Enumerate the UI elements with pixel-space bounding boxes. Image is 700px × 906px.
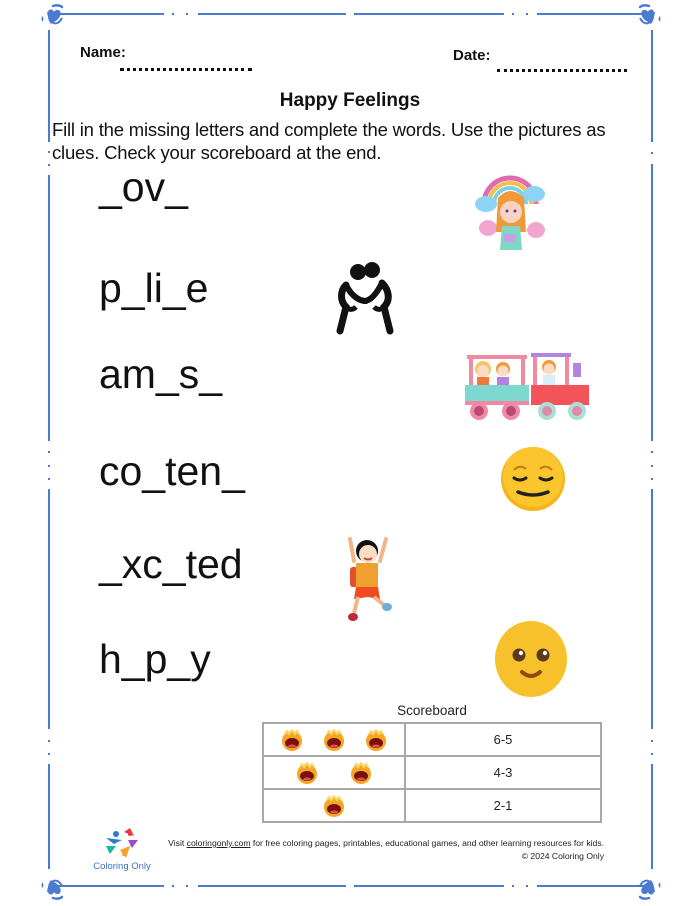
border-top-left-segment: [54, 13, 164, 15]
border-left-mid-segment: [48, 175, 50, 441]
border-dot: [48, 740, 50, 742]
coloringonly-link[interactable]: coloringonly.com: [186, 838, 251, 848]
border-dot: [172, 885, 174, 887]
date-label: Date:: [453, 47, 491, 64]
border-dot: [651, 451, 653, 453]
border-dot: [526, 13, 528, 15]
border-dot: [48, 451, 50, 453]
border-bottom-mid-segment: [198, 885, 346, 887]
border-dot: [172, 13, 174, 15]
laughing-face-emoji: [365, 729, 387, 751]
footer-visit-line: Visit coloringonly.com for free coloring pages, printables, educational games, and other learning resources for kids.: [168, 838, 604, 848]
word-item-excited: _xc_ted: [99, 541, 243, 587]
word-item-polite: p_li_e: [99, 265, 209, 311]
border-dot: [651, 740, 653, 742]
scoreboard-icons-cell: [263, 756, 405, 789]
scoreboard-icons-cell: [263, 789, 405, 822]
scoreboard-table: [262, 722, 602, 823]
name-field[interactable]: [120, 67, 252, 71]
scoreboard-caption: Scoreboard: [397, 703, 467, 718]
border-dot: [186, 13, 188, 15]
corner-flourish-icon: [36, 2, 70, 36]
border-left-top-segment: [48, 30, 50, 142]
border-top-mid-segment: [354, 13, 504, 15]
border-dot: [651, 478, 653, 480]
corner-flourish-icon: [632, 868, 666, 902]
border-dot: [651, 753, 653, 755]
border-dot: [48, 465, 50, 467]
border-dot: [512, 13, 514, 15]
border-top-mid-segment: [198, 13, 346, 15]
scoreboard-icons-cell: [263, 723, 405, 756]
scoreboard-row: [263, 789, 601, 822]
border-left-bottom-segment: [48, 764, 50, 869]
border-dot: [48, 753, 50, 755]
scoreboard-range: 6-5: [405, 723, 601, 756]
border-dot: [512, 885, 514, 887]
date-field[interactable]: [497, 68, 627, 72]
word-item-happy: h_p_y: [99, 636, 211, 682]
border-right-mid-segment: [651, 164, 653, 441]
copyright: © 2024 Coloring Only: [521, 851, 604, 861]
jumping-boy-picture: [340, 531, 396, 623]
footer-text: [168, 837, 604, 863]
instructions: Fill in the missing letters and complete the words. Use the pictures as clues. Check your scoreboard at the end.: [52, 119, 606, 163]
laughing-face-emoji: [323, 729, 345, 751]
border-bottom-mid-segment: [354, 885, 504, 887]
border-left-mid-segment: [48, 489, 50, 729]
border-dot: [186, 885, 188, 887]
border-right-mid-segment: [651, 489, 653, 729]
scoreboard-row: [263, 723, 601, 756]
laughing-face-emoji: [323, 795, 345, 817]
laughing-face-emoji: [350, 762, 372, 784]
scoreboard-range: 2-1: [405, 789, 601, 822]
border-dot: [48, 478, 50, 480]
corner-flourish-icon: [36, 868, 70, 902]
border-dot: [48, 151, 50, 153]
content-face-emoji: [500, 446, 566, 512]
word-item-amuse: am_s_: [99, 351, 223, 397]
scoreboard-row: [263, 756, 601, 789]
laughing-face-emoji: [296, 762, 318, 784]
border-dot: [526, 885, 528, 887]
border-right-bottom-segment: [651, 764, 653, 869]
border-dot: [48, 164, 50, 166]
hug-icon: [334, 261, 396, 335]
border-top-right-segment: [537, 13, 647, 15]
kids-on-train-picture: [461, 351, 593, 423]
border-dot: [651, 465, 653, 467]
logo-stars-icon: [92, 828, 152, 860]
word-item-content: co_ten_: [99, 448, 245, 494]
girl-with-rainbow-picture: [474, 170, 550, 252]
laughing-face-emoji: [281, 729, 303, 751]
name-label: Name:: [80, 44, 126, 61]
border-bottom-right-segment: [537, 885, 647, 887]
coloring-only-logo[interactable]: [92, 828, 152, 872]
page-title: Happy Feelings: [279, 90, 421, 111]
smiling-face-emoji: [494, 620, 568, 698]
logo-text: Coloring Only: [93, 861, 151, 872]
word-item-love: _ov_: [99, 164, 188, 210]
corner-flourish-icon: [632, 2, 666, 36]
border-bottom-left-segment: [54, 885, 164, 887]
scoreboard-range: 4-3: [405, 756, 601, 789]
